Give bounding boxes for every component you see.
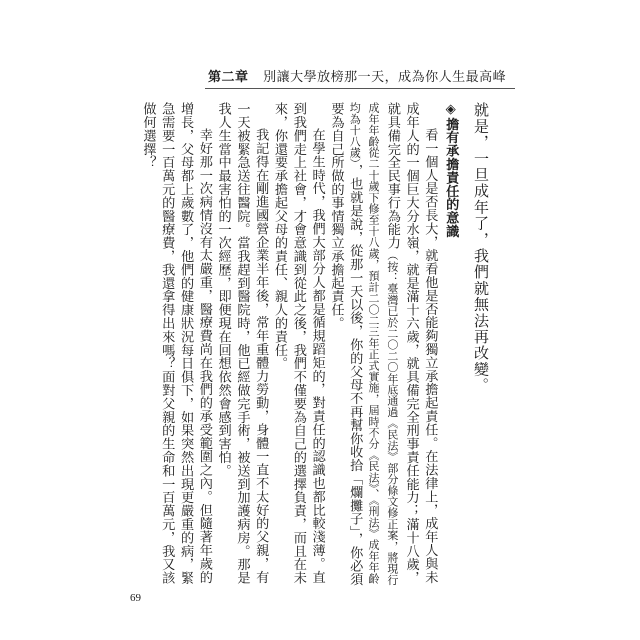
- header-rule: [205, 88, 515, 89]
- paragraph-3: 我記得在剛進國營企業半年後，常年重體力勞動，身體一直不太好的父親，有一天被緊急送往醫院。當我趕到醫院時，他已經做完手術，被送到加護病房。那是我人生當中最害怕的一次經歷，即便現在回想依然會感到害怕。: [215, 102, 269, 585]
- section-heading-text: 擔有承擔責任的意識: [443, 117, 459, 238]
- chapter-title: 別讓大學放榜那一天，成為你人生最高峰: [263, 70, 507, 85]
- paragraph-4: 幸好那一次病情沒有太嚴重，醫療費尚在我們的承受範圍之內。但隨著年歲的增長，父母都上歲數了，他們的健康狀況每日俱下，如果突然出現更嚴重的病，緊急需要一百萬元的醫療費，我還拿得出來嗎？面對父親的生命和一百萬元，我又該做何選擇？: [140, 102, 212, 585]
- running-header: [208, 66, 507, 85]
- paragraph-1-text-cont: ，也就是說，從那一天以後，你的父母不再幫你收拾「爛攤子」，你必須要為自己所做的事情獨立承擔起責任。: [328, 102, 363, 586]
- paragraph-2: 在學生時代，我們大部分人都是循規蹈矩的，對責任的認識也都比較淺薄。直到我們走上社會，才會意識到從此之後，我們不僅要為自己的選擇負責，而且在未來，你還要承擔起父母的責任、親人的責任。: [272, 102, 325, 585]
- diamond-bullet-icon: ◈: [443, 102, 459, 118]
- paragraph-1: [326, 102, 439, 592]
- page-number: 69: [130, 592, 141, 604]
- section-heading: [438, 102, 459, 592]
- paragraph-1-note: （按：臺灣已於二〇二〇年底通過《民法》部分條文修正案，將現行成年年齡從二十歲下修至十八歲，預計二〇二三年正式實施，屆時不分《民法》、《刑法》成年年齡均為十八歲）: [348, 102, 399, 586]
- lead-sentence: 就是，一旦成年了，我們就無法再改變。: [472, 102, 490, 394]
- body-text: [130, 102, 490, 592]
- chapter-label: 第二章: [208, 70, 249, 85]
- paragraph-1-text: 看一個人是否長大，就看他是否能夠獨立承擔起責任。在法律上，成年人與未成年人的一個巨大分水嶺，就是滿十六歲，就具備完全刑事責任能力；滿十八歲，就具備完全民事行為能力: [384, 102, 438, 585]
